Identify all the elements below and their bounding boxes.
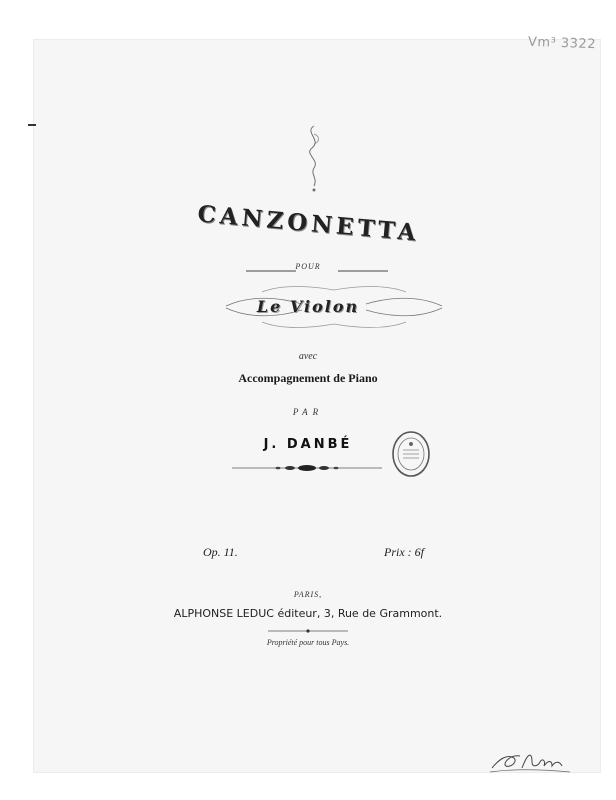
page-title: CANZONETTA (196, 200, 421, 247)
publisher-signature-icon (488, 744, 572, 776)
par-label: PAR (292, 407, 324, 417)
rights-notice: Propriété pour tous Pays. (266, 638, 350, 647)
library-stamp-icon (391, 430, 431, 478)
catalog-number: Vm³ 3322 (527, 34, 597, 53)
avec-label: avec (298, 351, 318, 362)
publisher-line: ALPHONSE LEDUC éditeur, 3, Rue de Grammont. (173, 607, 443, 620)
price: Prix : 6f (384, 545, 424, 559)
opus-number: Op. 11. (203, 545, 238, 559)
margin-mark (28, 124, 36, 126)
instrument-label: Le Violon (256, 297, 360, 316)
composer-name: J. DANBÉ (263, 437, 353, 452)
accompaniment-label: Accompagnement de Piano (238, 371, 378, 385)
ornament-flourish-icon (300, 124, 328, 194)
publisher-rule (268, 627, 348, 635)
city-label: PARIS, (293, 590, 323, 599)
composer-rule (232, 460, 382, 476)
pour-label: POUR (295, 262, 321, 271)
